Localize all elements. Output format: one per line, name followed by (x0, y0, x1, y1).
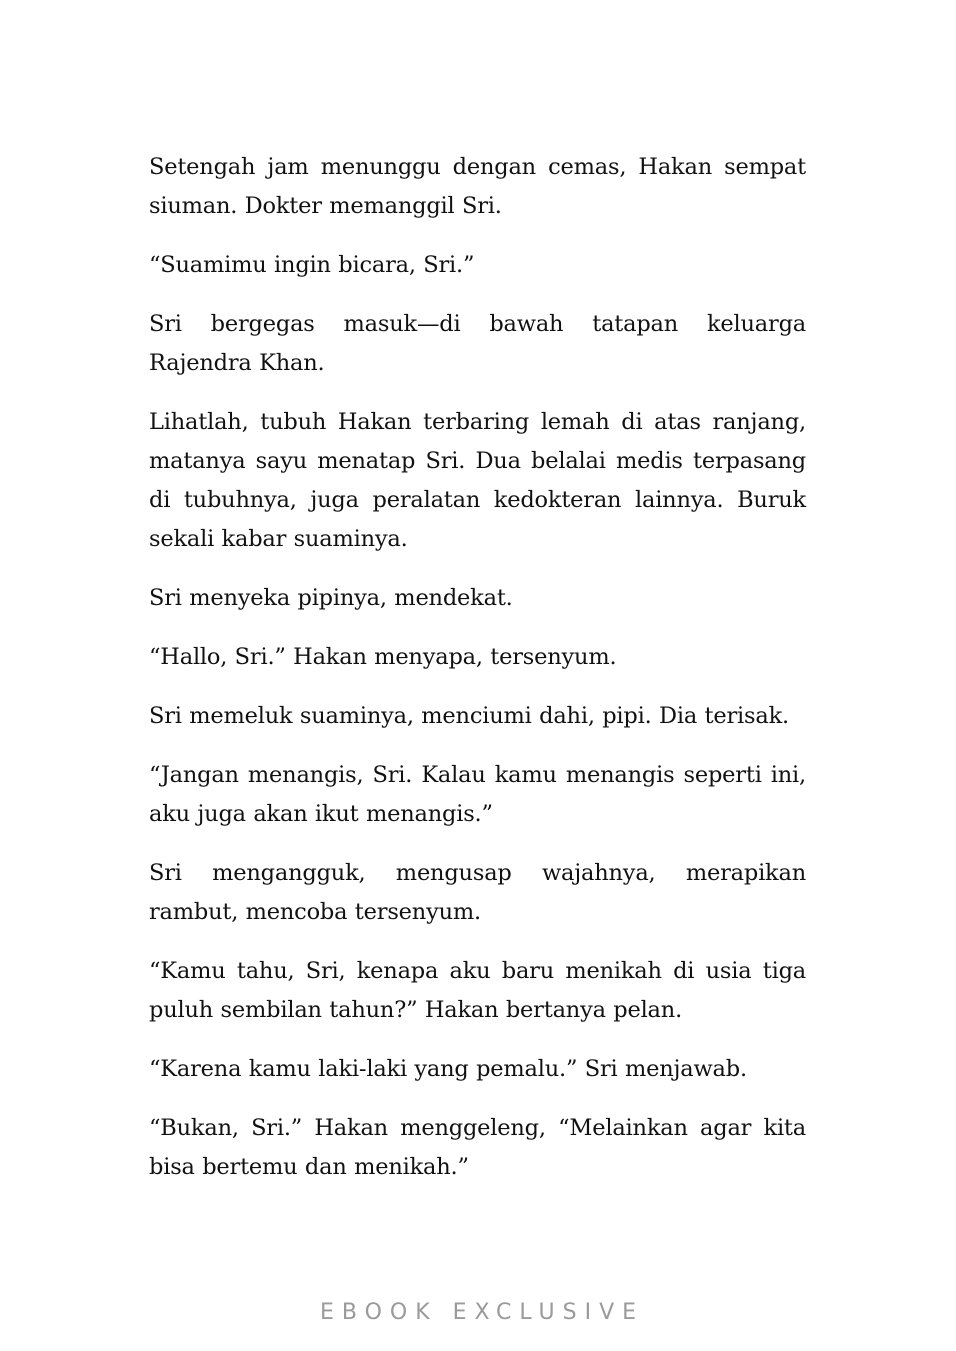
paragraph: Setengah jam menunggu dengan cemas, Hakan sempat siuman. Dokter memanggil Sri. (149, 154, 806, 219)
paragraph: “Karena kamu laki-laki yang pemalu.” Sri menjawab. (149, 1056, 747, 1082)
paragraph: Sri memeluk suaminya, menciumi dahi, pipi. Dia terisak. (149, 703, 789, 729)
paragraph: “Suamimu ingin bicara, Sri.” (149, 252, 475, 278)
paragraph: “Hallo, Sri.” Hakan menyapa, tersenyum. (149, 644, 617, 670)
footer-watermark: EBOOK EXCLUSIVE (319, 1300, 645, 1325)
paragraph: “Bukan, Sri.” Hakan menggeleng, “Melainkan agar kita bisa bertemu dan menikah.” (149, 1115, 806, 1180)
paragraph: “Kamu tahu, Sri, kenapa aku baru menikah di usia tiga puluh sembilan tahun?” Hakan bertanya pelan. (149, 958, 806, 1023)
paragraph: “Jangan menangis, Sri. Kalau kamu menangis seperti ini, aku juga akan ikut menangis.” (149, 762, 806, 827)
paragraph: Sri mengangguk, mengusap wajahnya, merapikan rambut, mencoba tersenyum. (149, 860, 806, 925)
paragraph: Sri menyeka pipinya, mendekat. (149, 585, 513, 611)
paragraph: Sri bergegas masuk—di bawah tatapan keluarga Rajendra Khan. (149, 311, 806, 376)
page-body (149, 148, 806, 1207)
paragraph: Lihatlah, tubuh Hakan terbaring lemah di atas ranjang, matanya sayu menatap Sri. Dua belalai medis terpasang di tubuhnya, juga peralatan kedokteran lainnya. Buruk sekali kabar suaminya. (149, 409, 806, 552)
